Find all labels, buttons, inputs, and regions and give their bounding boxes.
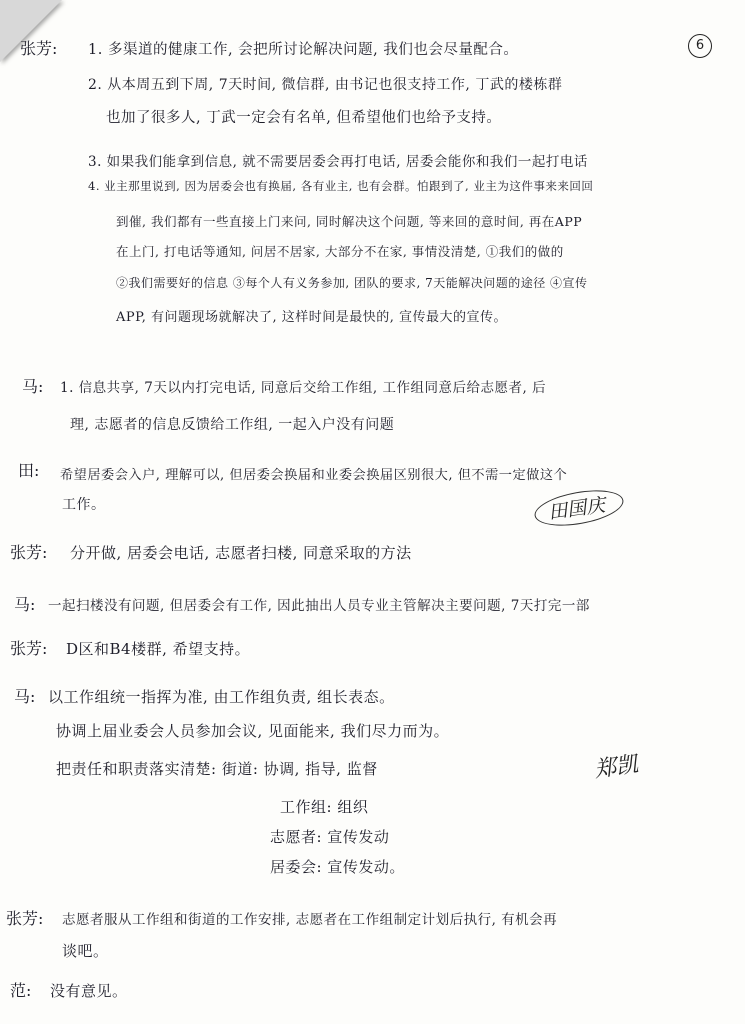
- speaker-label: 张芳:: [6, 909, 44, 928]
- note-line: 居委会: 宣传发动。: [270, 858, 405, 876]
- note-line: 到催, 我们都有一些直接上门来问, 同时解决这个问题, 等来回的意时间, 再在APP: [116, 214, 583, 229]
- note-line: APP, 有问题现场就解决了, 这样时间是最快的, 宣传最大的宣传。: [116, 310, 508, 325]
- note-line: 没有意见。: [50, 982, 128, 1000]
- note-line: 一起扫楼没有问题, 但居委会有工作, 因此抽出人员专业主管解决主要问题, 7天打完一部: [48, 598, 590, 614]
- note-line: 1. 信息共享, 7天以内打完电话, 同意后交给工作组, 工作组同意后给志愿者, 后: [60, 380, 547, 396]
- note-line: 志愿者: 宣传发动: [270, 828, 390, 846]
- note-line: 4. 业主那里说到, 因为居委会也有换届, 各有业主, 也有会群。怕跟到了, 业主为这件事来来回回: [88, 179, 594, 193]
- speaker-label: 张芳:: [10, 543, 48, 562]
- note-line: 把责任和职责落实清楚: 街道: 协调, 指导, 监督: [56, 760, 378, 778]
- note-line: 志愿者服从工作组和街道的工作安排, 志愿者在工作组制定计划后执行, 有机会再: [62, 912, 558, 928]
- note-line: 希望居委会入户, 理解可以, 但居委会换届和业委会换届区别很大, 但不需一定做这个: [60, 468, 568, 483]
- page-number: 6: [688, 34, 712, 58]
- note-line: 协调上届业委会人员参加会议, 见面能来, 我们尽力而为。: [56, 722, 450, 740]
- note-line: D区和B4楼群, 希望支持。: [66, 640, 251, 658]
- note-line: 谈吧。: [62, 942, 109, 960]
- note-line: 1. 多渠道的健康工作, 会把所讨论解决问题, 我们也会尽量配合。: [88, 42, 519, 58]
- note-line: 工作。: [62, 497, 106, 513]
- signature: 郑凯: [592, 752, 640, 783]
- note-line: 分开做, 居委会电话, 志愿者扫楼, 同意采取的方法: [70, 544, 412, 562]
- note-line: 在上门, 打电话等通知, 问居不居家, 大部分不在家, 事情没清楚, ①我们的做的: [116, 244, 564, 259]
- speaker-label: 马:: [22, 377, 44, 396]
- note-line: 工作组: 组织: [280, 798, 369, 816]
- note-line: 以工作组统一指挥为准, 由工作组负责, 组长表态。: [48, 688, 395, 706]
- note-line: ②我们需要好的信息 ③每个人有义务参加, 团队的要求, 7天能解决问题的途径 ④宣传: [116, 276, 588, 290]
- speaker-label: 马:: [14, 595, 36, 614]
- speaker-label: 张芳:: [20, 39, 58, 58]
- speaker-label: 马:: [14, 687, 36, 706]
- signature: 田国庆: [546, 494, 607, 524]
- note-line: 3. 如果我们能拿到信息, 就不需要居委会再打电话, 居委会能你和我们一起打电话: [88, 154, 588, 170]
- speaker-label: 范:: [10, 981, 32, 1000]
- speaker-label: 田:: [18, 461, 40, 480]
- speaker-label: 张芳:: [10, 639, 48, 658]
- note-line: 理, 志愿者的信息反馈给工作组, 一起入户没有问题: [70, 417, 395, 433]
- note-line: 也加了很多人, 丁武一定会有名单, 但希望他们也给予支持。: [106, 110, 502, 126]
- note-line: 2. 从本周五到下周, 7天时间, 微信群, 由书记也很支持工作, 丁武的楼栋群: [88, 77, 563, 93]
